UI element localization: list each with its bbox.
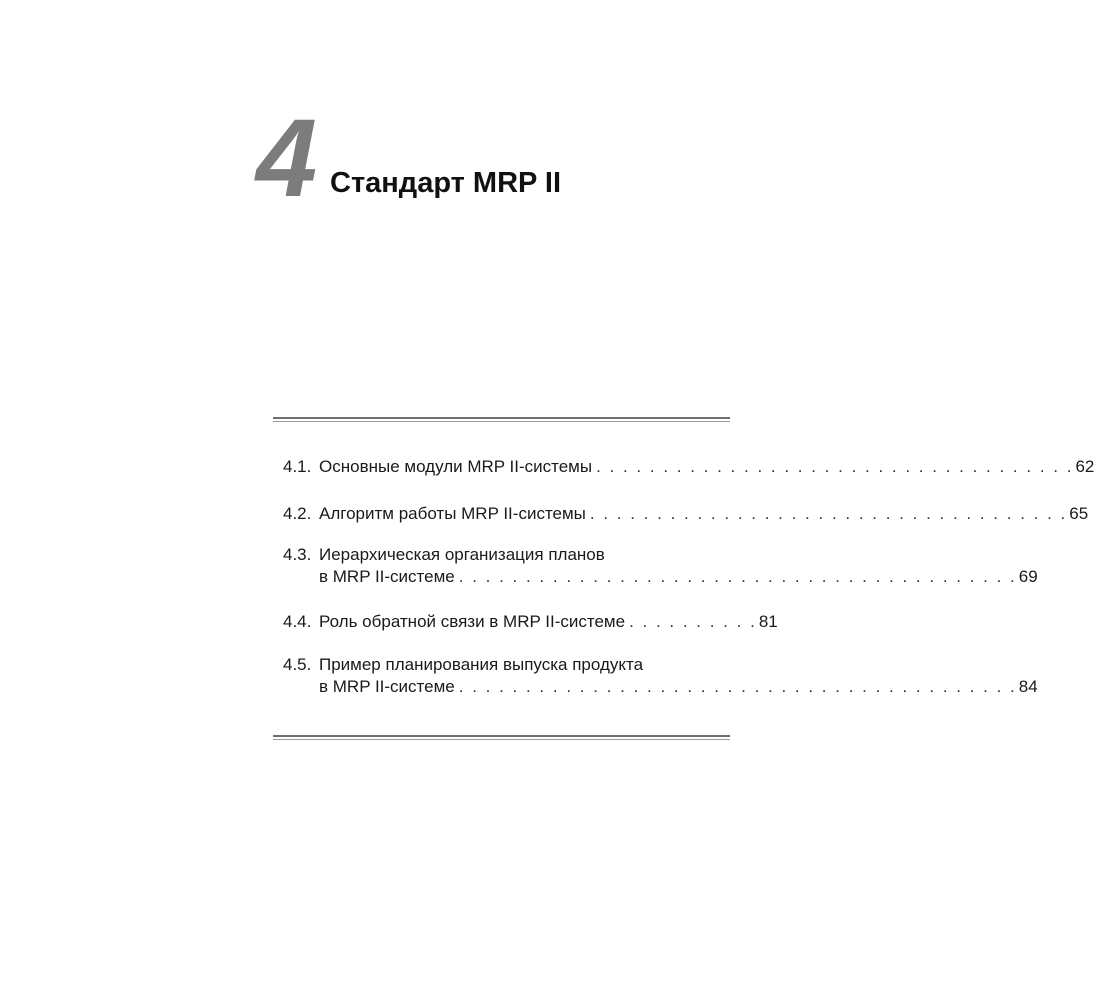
toc-entry-4-3[interactable] xyxy=(283,544,1038,588)
chapter-number: 4 xyxy=(256,97,316,220)
toc-dot-leader: . . . . . . . . . . . . . . . . . . . . . . . . . . . . . . . . . . . . . . . . . . xyxy=(458,677,1017,696)
bottom-divider xyxy=(273,735,730,740)
toc-entry-page: 62 xyxy=(1075,457,1094,476)
toc-entry-title: Роль обратной связи в MRP II-системе xyxy=(319,612,626,631)
toc-entry-title-continued: в MRP II-системе xyxy=(319,677,455,696)
chapter-heading xyxy=(256,97,856,220)
toc-entry-title: Основные модули MRP II-системы xyxy=(319,457,593,476)
toc-entry-number: 4.5. xyxy=(283,655,312,674)
toc-entry-4-5[interactable] xyxy=(283,654,1038,698)
toc-entry-4-4[interactable] xyxy=(283,611,778,633)
toc-dot-leader: . . . . . . . . . . xyxy=(629,612,757,631)
toc-entry-4-1[interactable] xyxy=(283,456,1094,478)
top-divider xyxy=(273,417,730,422)
toc-entry-number: 4.1. xyxy=(283,457,312,476)
toc-dot-leader: . . . . . . . . . . . . . . . . . . . . . . . . . . . . . . . . . . . . xyxy=(596,457,1074,476)
toc-entry-title-continued: в MRP II-системе xyxy=(319,567,455,586)
toc-entry-title: Пример планирования выпуска продукта xyxy=(319,655,644,674)
toc-dot-leader: . . . . . . . . . . . . . . . . . . . . . . . . . . . . . . . . . . . . xyxy=(589,504,1068,523)
toc-entry-4-2[interactable] xyxy=(283,503,1089,525)
toc-entry-title: Алгоритм работы MRP II-системы xyxy=(319,504,586,523)
toc-entry-page: 69 xyxy=(1018,567,1038,586)
toc-entry-number: 4.2. xyxy=(283,504,312,523)
toc-entry-title: Иерархическая организация планов xyxy=(319,545,605,564)
toc-entry-number: 4.3. xyxy=(283,545,312,564)
toc-entry-page: 84 xyxy=(1018,677,1038,696)
toc-dot-leader: . . . . . . . . . . . . . . . . . . . . . . . . . . . . . . . . . . . . . . . . . . xyxy=(458,567,1017,586)
toc-entry-page: 65 xyxy=(1069,504,1089,523)
toc-entry-number: 4.4. xyxy=(283,612,312,631)
toc-entry-page: 81 xyxy=(758,612,778,631)
chapter-title: Стандарт MRP II xyxy=(330,167,562,199)
